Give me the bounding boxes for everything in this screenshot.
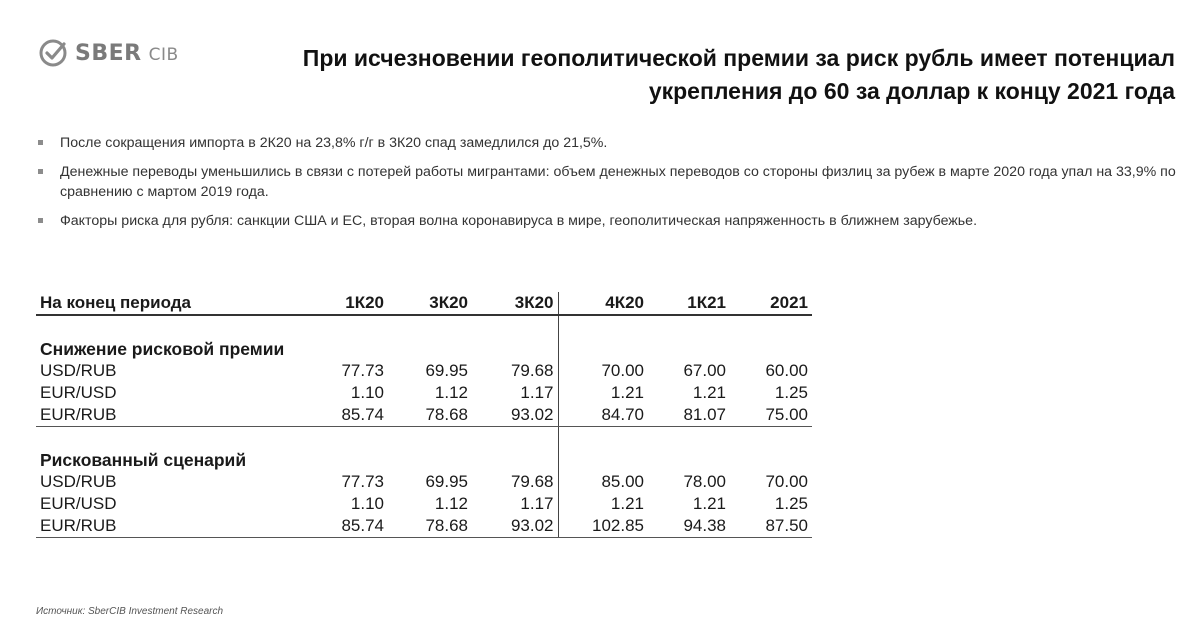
- cell-value: 93.02: [472, 404, 558, 427]
- row-label: EUR/RUB: [36, 515, 298, 538]
- bullet-text: Факторы риска для рубля: санкции США и ЕС, вторая волна коронавируса в мире, геополитическая напряженность в ближнем зарубежье.: [60, 213, 978, 229]
- bullet-square-icon: [38, 169, 43, 174]
- cell-value: 79.68: [510, 361, 554, 380]
- table-row: [36, 404, 812, 427]
- cell-value: 1.21: [692, 494, 726, 513]
- bullet-square-icon: [38, 218, 43, 223]
- cell-value: 85.74: [298, 515, 388, 538]
- cell-value: 70.00: [765, 472, 808, 491]
- bullet-item: [36, 133, 1181, 153]
- section-title-row: [36, 449, 812, 471]
- header-period: На конец периода: [36, 292, 298, 315]
- cell-value: 77.73: [341, 472, 384, 491]
- title-line-1: При исчезновении геополитической премии за риск рубль имеет потенциал: [302, 45, 1175, 71]
- section-title: Снижение рисковой премии: [40, 338, 285, 359]
- cell-value: 69.95: [425, 472, 468, 491]
- header-col: 3К20: [472, 292, 558, 315]
- cell-value: 1.17: [520, 494, 554, 513]
- cell-value: 67.00: [683, 361, 726, 380]
- cell-value: 94.38: [648, 515, 730, 538]
- cell-value: 93.02: [472, 515, 558, 538]
- cell-value: 1.21: [692, 383, 726, 402]
- table-header-row: [36, 292, 812, 315]
- table-row: [36, 493, 812, 515]
- cell-value: 78.00: [683, 472, 726, 491]
- cell-value: 1.10: [350, 383, 384, 402]
- table-spacer: [36, 315, 812, 338]
- page-title: [230, 42, 1175, 108]
- row-label: EUR/USD: [40, 383, 117, 402]
- cell-value: 78.68: [388, 404, 472, 427]
- cell-value: 85.00: [558, 471, 648, 493]
- cell-value: 78.68: [388, 515, 472, 538]
- cell-value: 70.00: [558, 360, 648, 382]
- bullet-text: После сокращения импорта в 2К20 на 23,8% г/г в 3К20 спад замедлился до 21,5%.: [60, 135, 608, 151]
- cell-value: 1.25: [774, 494, 808, 513]
- cell-value: 1.10: [350, 494, 384, 513]
- cell-value: 84.70: [558, 404, 648, 427]
- row-label: EUR/USD: [40, 494, 117, 513]
- bullet-item: [36, 162, 1181, 202]
- cell-value: 1.25: [774, 383, 808, 402]
- cell-value: 60.00: [765, 361, 808, 380]
- bullet-text: Денежные переводы уменьшились в связи с потерей работы мигрантами: объем денежных переводов со стороны физлиц за рубеж в марте 2020 года упал на 33,9% по сравнению с мартом 2019 года.: [60, 164, 1176, 200]
- section-title-row: [36, 338, 812, 360]
- cell-value: 1.21: [558, 493, 648, 515]
- cell-value: 85.74: [298, 404, 388, 427]
- row-label: EUR/RUB: [36, 404, 298, 427]
- cell-value: 77.73: [341, 361, 384, 380]
- bullet-item: [36, 211, 1181, 231]
- cell-value: 81.07: [648, 404, 730, 427]
- fx-forecast-table: [36, 292, 812, 538]
- sber-check-circle-icon: [38, 38, 68, 68]
- table-row: [36, 471, 812, 493]
- table-spacer: [36, 427, 812, 450]
- header-col: 2021: [730, 292, 812, 315]
- cell-value: 102.85: [558, 515, 648, 538]
- title-line-2: укрепления до 60 за доллар к концу 2021 года: [648, 78, 1175, 104]
- cell-value: 69.95: [425, 361, 468, 380]
- table-row: [36, 515, 812, 538]
- source-note: Источник: SberCIB Investment Research: [36, 606, 224, 617]
- row-label: USD/RUB: [40, 472, 117, 491]
- header-col: 3К20: [388, 292, 472, 315]
- cell-value: 75.00: [730, 404, 812, 427]
- table-row: [36, 360, 812, 382]
- cell-value: 1.21: [558, 382, 648, 404]
- header-col: 4К20: [558, 292, 648, 315]
- cell-value: 1.12: [434, 494, 468, 513]
- header-col: 1К20: [298, 292, 388, 315]
- cell-value: 1.12: [434, 383, 468, 402]
- row-label: USD/RUB: [40, 361, 117, 380]
- bullet-square-icon: [38, 140, 43, 145]
- cell-value: 79.68: [510, 472, 554, 491]
- cell-value: 87.50: [730, 515, 812, 538]
- section-title: Рискованный сценарий: [40, 449, 247, 470]
- table-row: [36, 382, 812, 404]
- sber-cib-logo: [38, 38, 179, 68]
- logo-sub: CIB: [148, 44, 179, 65]
- cell-value: 1.17: [520, 383, 554, 402]
- header-col: 1К21: [648, 292, 730, 315]
- logo-brand: SBER: [75, 40, 142, 66]
- bullet-list: [36, 133, 1181, 240]
